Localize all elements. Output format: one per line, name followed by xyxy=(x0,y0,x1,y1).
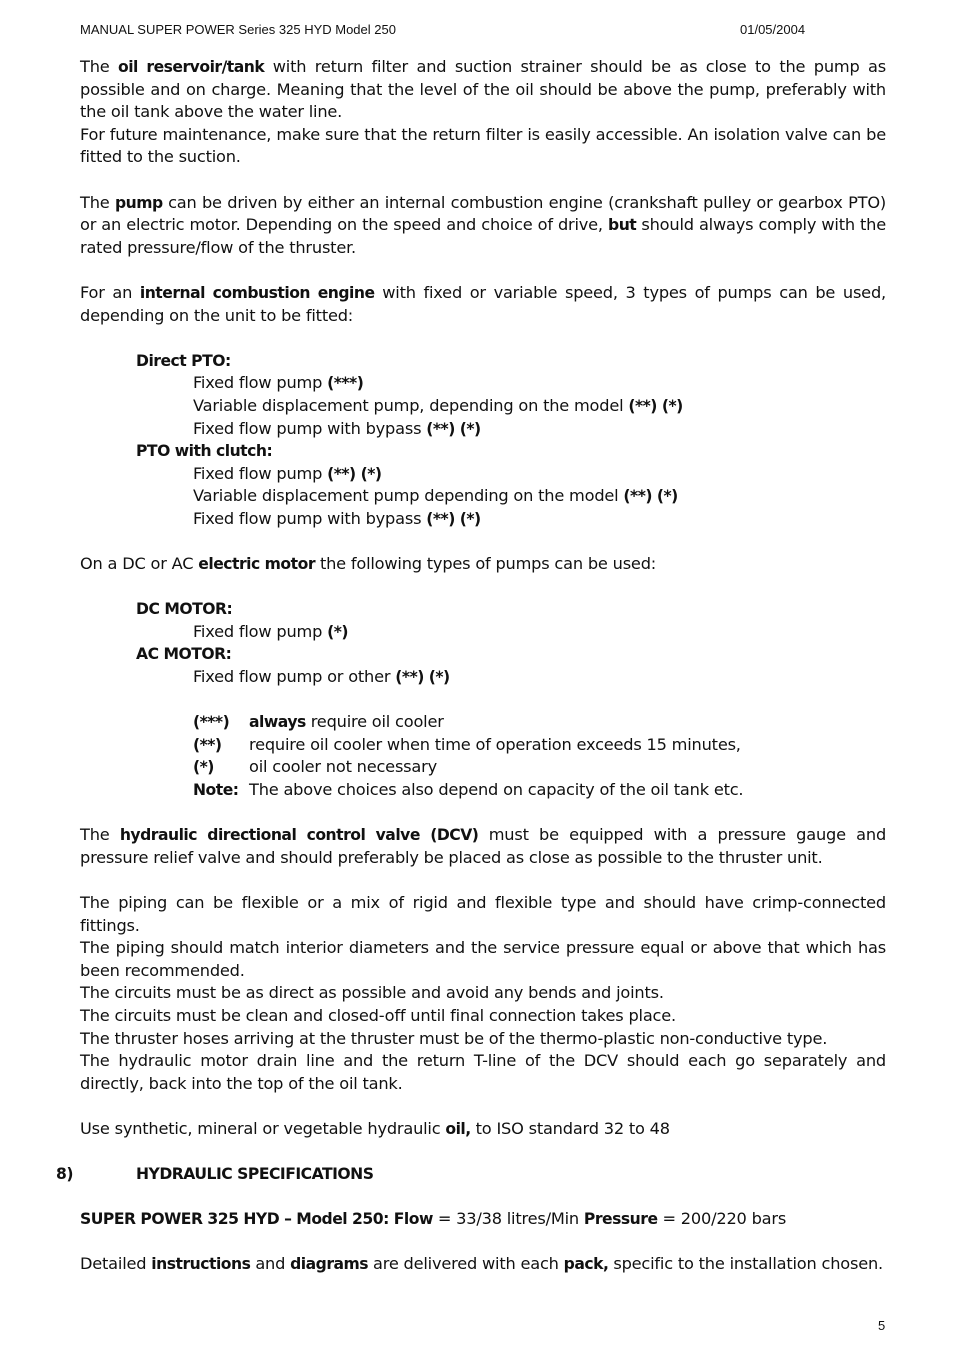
subheading-direct-pto: Direct PTO: xyxy=(136,351,231,370)
paragraph-oil-reservoir: The oil reservoir/tank with return filter and suction strainer should be as close to the pump as possible and on charge. Meaning that the level of the oil should be above the pump, preferably with the oil tank above the water line. xyxy=(80,57,886,122)
list-item: Fixed flow pump (*) xyxy=(193,621,349,641)
paragraph-piping: The circuits must be as direct as possible and avoid any bends and joints. xyxy=(80,983,664,1003)
list-item: Fixed flow pump (**) (*) xyxy=(193,463,382,483)
paragraph-piping: The piping can be flexible or a mix of rigid and flexible type and should have crimp-connected fittings. xyxy=(80,892,886,935)
paragraph-maintenance: For future maintenance, make sure that the return filter is easily accessible. An isolation valve can be fitted to the suction. xyxy=(80,124,886,167)
term-internal-combustion-engine: internal combustion engine xyxy=(139,283,375,302)
section-heading-8 xyxy=(56,1163,886,1186)
document-body xyxy=(56,56,887,1276)
paragraph-instructions: Detailed instructions and diagrams are delivered with each pack, specific to the installation chosen. xyxy=(80,1254,883,1274)
legend-item: (**) require oil cooler when time of operation exceeds 15 minutes, xyxy=(193,734,741,754)
term-but: but xyxy=(608,216,637,235)
paragraph-electric-motor: On a DC or AC electric motor the following types of pumps can be used: xyxy=(80,554,657,574)
list-item: Variable displacement pump depending on the model (**) (*) xyxy=(193,486,678,506)
paragraph-combustion-engine: For an internal combustion engine with fixed or variable speed, 3 types of pumps can be used, depending on the unit to be fitted: xyxy=(80,282,886,325)
paragraph-piping: The piping should match interior diameters and the service pressure equal or above that which has been recommended. xyxy=(80,938,886,980)
term-oil: oil, xyxy=(445,1119,471,1138)
list-item: Fixed flow pump with bypass (**) (*) xyxy=(193,418,481,438)
list-item: Fixed flow pump (***) xyxy=(193,373,364,393)
subheading-ac-motor: AC MOTOR: xyxy=(136,645,232,664)
term-oil-reservoir: oil reservoir/tank xyxy=(118,58,265,76)
legend-note: Note: The above choices also depend on capacity of the oil tank etc. xyxy=(193,780,744,799)
paragraph-specs: SUPER POWER 325 HYD – Model 250: Flow = 33/38 litres/Min Pressure = 200/220 bars xyxy=(80,1209,787,1229)
paragraph-dcv: The hydraulic directional control valve (DCV) must be equipped with a pressure gauge and pressure relief valve and should preferably be placed as close as possible to the thruster unit. xyxy=(80,825,887,867)
paragraph-oil: Use synthetic, mineral or vegetable hydraulic oil, to ISO standard 32 to 48 xyxy=(80,1118,670,1138)
header-title: MANUAL SUPER POWER Series 325 HYD Model 250 xyxy=(80,22,396,37)
list-item: Fixed flow pump or other (**) (*) xyxy=(193,667,450,687)
subheading-pto-clutch: PTO with clutch: xyxy=(136,442,273,461)
legend-item: (***) always require oil cooler xyxy=(193,712,444,732)
term-dcv: hydraulic directional control valve (DCV) xyxy=(119,826,479,845)
section-title: HYDRAULIC SPECIFICATIONS xyxy=(136,1165,374,1184)
paragraph-piping: The hydraulic motor drain line and the return T-line of the DCV should each go separately and directly, back into the top of the oil tank. xyxy=(80,1051,886,1093)
list-item: Variable displacement pump, depending on the model (**) (*) xyxy=(193,395,683,415)
paragraph-piping: The thruster hoses arriving at the thruster must be of the thermo-plastic non-conductive type. xyxy=(80,1028,828,1048)
list-item: Fixed flow pump with bypass (**) (*) xyxy=(193,508,481,528)
legend-item: (*) oil cooler not necessary xyxy=(193,757,437,777)
term-electric-motor: electric motor xyxy=(198,555,316,574)
paragraph-pump: The pump can be driven by either an internal combustion engine (crankshaft pulley or gearbox PTO) or an electric motor. Depending on the speed and choice of drive, but should always comply with the rated pressure/flow of the thruster. xyxy=(80,192,887,257)
section-number: 8) xyxy=(56,1165,73,1184)
header-date: 01/05/2004 xyxy=(740,22,806,37)
term-pump: pump xyxy=(114,193,163,212)
subheading-dc-motor: DC MOTOR: xyxy=(136,600,233,619)
page-number: 5 xyxy=(878,1318,886,1333)
paragraph-piping: The circuits must be clean and closed-off until final connection takes place. xyxy=(80,1005,676,1025)
